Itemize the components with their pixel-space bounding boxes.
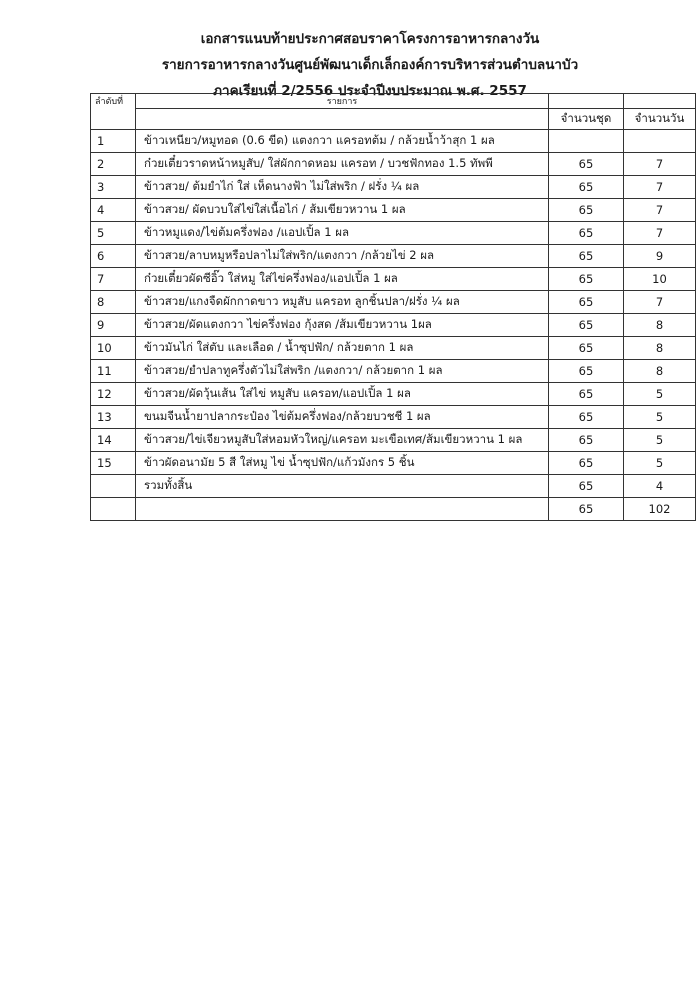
table-row	[91, 176, 696, 199]
row-sets: 65	[549, 429, 624, 452]
row-item: ข้าวสวย/แกงจืดผักกาดขาว หมูสับ แครอท ลูกชิ้นปลา/ฝรั่ง ¼ ผล	[136, 291, 549, 314]
table-row	[91, 268, 696, 291]
row-number: 3	[91, 176, 136, 199]
table-row	[91, 222, 696, 245]
row-number: 10	[91, 337, 136, 360]
row-item: ข้าวสวย/ผัดวุ้นเส้น ใส่ไข่ หมูสับ แครอท/แอปเปิ้ล 1 ผล	[136, 383, 549, 406]
row-sets: 65	[549, 475, 624, 498]
row-number: 8	[91, 291, 136, 314]
row-number: 12	[91, 383, 136, 406]
row-number: 11	[91, 360, 136, 383]
row-sets: 65	[549, 268, 624, 291]
row-days: 8	[624, 337, 696, 360]
row-item: ข้าวสวย/ยำปลาทูครึ่งตัวไม่ใส่พริก /แตงกวา/ กล้วยตาก 1 ผล	[136, 360, 549, 383]
row-days: 5	[624, 406, 696, 429]
row-sets: 65	[549, 383, 624, 406]
table-row	[91, 475, 696, 498]
row-sets	[549, 130, 624, 153]
row-number: 2	[91, 153, 136, 176]
table-row	[91, 199, 696, 222]
row-sets: 65	[549, 406, 624, 429]
table-row	[91, 153, 696, 176]
table-row	[91, 406, 696, 429]
menu-table	[90, 93, 696, 521]
row-sets: 65	[549, 360, 624, 383]
row-number: 15	[91, 452, 136, 475]
row-item: ขนมจีนน้ำยาปลากระป๋อง ไข่ต้มครึ่งฟอง/กล้วยบวชชี 1 ผล	[136, 406, 549, 429]
row-item: ข้าวเหนียว/หมูทอด (0.6 ขีด) แตงกวา แครอทต้ม / กล้วยน้ำว้าสุก 1 ผล	[136, 130, 549, 153]
row-days: 5	[624, 452, 696, 475]
table-row	[91, 498, 696, 521]
row-days: 7	[624, 222, 696, 245]
row-item: ข้าวหมูแดง/ไข่ต้มครึ่งฟอง /แอปเปิ้ล 1 ผล	[136, 222, 549, 245]
col-header-no: ลำดับที่	[91, 94, 136, 130]
row-sets: 65	[549, 199, 624, 222]
row-sets: 65	[549, 314, 624, 337]
col-header-sets: จำนวนชุด	[549, 109, 624, 130]
row-item: ก๋วยเตี๋ยวราดหน้าหมูสับ/ ใส่ผักกาดหอม แครอท / บวชฟักทอง 1.5 ทัพพี	[136, 153, 549, 176]
table-row	[91, 452, 696, 475]
row-days: 4	[624, 475, 696, 498]
header-line-2: รายการอาหารกลางวันศูนย์พัฒนาเด็กเล็กองค์การบริหารส่วนตำบลนาบัว	[161, 57, 579, 73]
header-line-1: เอกสารแนบท้ายประกาศสอบราคาโครงการอาหารกลางวัน	[200, 31, 540, 47]
row-number: 9	[91, 314, 136, 337]
table-row	[91, 429, 696, 452]
table-row	[91, 130, 696, 153]
row-sets: 65	[549, 222, 624, 245]
row-item: ก๋วยเตี๋ยวผัดซีอิ๊ว ใส่หมู ใส่ไข่ครึ่งฟอง/แอปเปิ้ล 1 ผล	[136, 268, 549, 291]
row-item: ข้าวสวย/ผัดแตงกวา ไข่ครึ่งฟอง กุ้งสด /ส้มเขียวหวาน 1ผล	[136, 314, 549, 337]
row-item: ข้าวสวย/ ผัดบวบใส่ไข่ใส่เนื้อไก่ / ส้มเขียวหวาน 1 ผล	[136, 199, 549, 222]
row-item	[136, 498, 549, 521]
table-row	[91, 360, 696, 383]
row-sets: 65	[549, 337, 624, 360]
row-number	[91, 498, 136, 521]
row-days: 8	[624, 360, 696, 383]
row-sets: 65	[549, 153, 624, 176]
header-line-3: ภาคเรียนที่ 2/2556 ประจำปีงบประมาณ พ.ศ. 2557	[213, 83, 527, 99]
row-days: 9	[624, 245, 696, 268]
row-days: 5	[624, 429, 696, 452]
row-number: 7	[91, 268, 136, 291]
col-header-days: จำนวนวัน	[624, 109, 696, 130]
row-number	[91, 475, 136, 498]
row-item: ข้าวสวย/ ต้มยำไก่ ใส่ เห็ดนางฟ้า ไม่ใส่พริก / ฝรั่ง ¼ ผล	[136, 176, 549, 199]
table-row	[91, 314, 696, 337]
row-number: 5	[91, 222, 136, 245]
table-row	[91, 337, 696, 360]
row-days: 10	[624, 268, 696, 291]
row-number: 13	[91, 406, 136, 429]
row-item: ข้าวผัดอนามัย 5 สี ใส่หมู ไข่ น้ำซุปฟัก/แก้วมังกร 5 ชิ้น	[136, 452, 549, 475]
row-days	[624, 130, 696, 153]
row-item: ข้าวสวย/ลาบหมูหรือปลาไม่ใส่พริก/แตงกวา /กล้วยไข่ 2 ผล	[136, 245, 549, 268]
table-row	[91, 383, 696, 406]
row-sets: 65	[549, 452, 624, 475]
row-number: 14	[91, 429, 136, 452]
table-row	[91, 245, 696, 268]
col-header-item: รายการ	[136, 94, 549, 109]
row-sets: 65	[549, 291, 624, 314]
row-days: 7	[624, 153, 696, 176]
row-days: 7	[624, 291, 696, 314]
row-days: 7	[624, 199, 696, 222]
table-row	[91, 291, 696, 314]
row-sets: 65	[549, 498, 624, 521]
row-item: ข้าวสวย/ไข่เจียวหมูสับใส่หอมหัวใหญ่/แครอท มะเขือเทศ/ส้มเขียวหวาน 1 ผล	[136, 429, 549, 452]
row-number: 6	[91, 245, 136, 268]
row-number: 4	[91, 199, 136, 222]
row-item: ข้าวมันไก่ ใส่ตับ และเลือด / น้ำซุปฟัก/ กล้วยตาก 1 ผล	[136, 337, 549, 360]
row-item: รวมทั้งสิ้น	[136, 475, 549, 498]
row-days: 102	[624, 498, 696, 521]
row-sets: 65	[549, 245, 624, 268]
row-days: 5	[624, 383, 696, 406]
row-sets: 65	[549, 176, 624, 199]
row-days: 7	[624, 176, 696, 199]
row-days: 8	[624, 314, 696, 337]
row-number: 1	[91, 130, 136, 153]
